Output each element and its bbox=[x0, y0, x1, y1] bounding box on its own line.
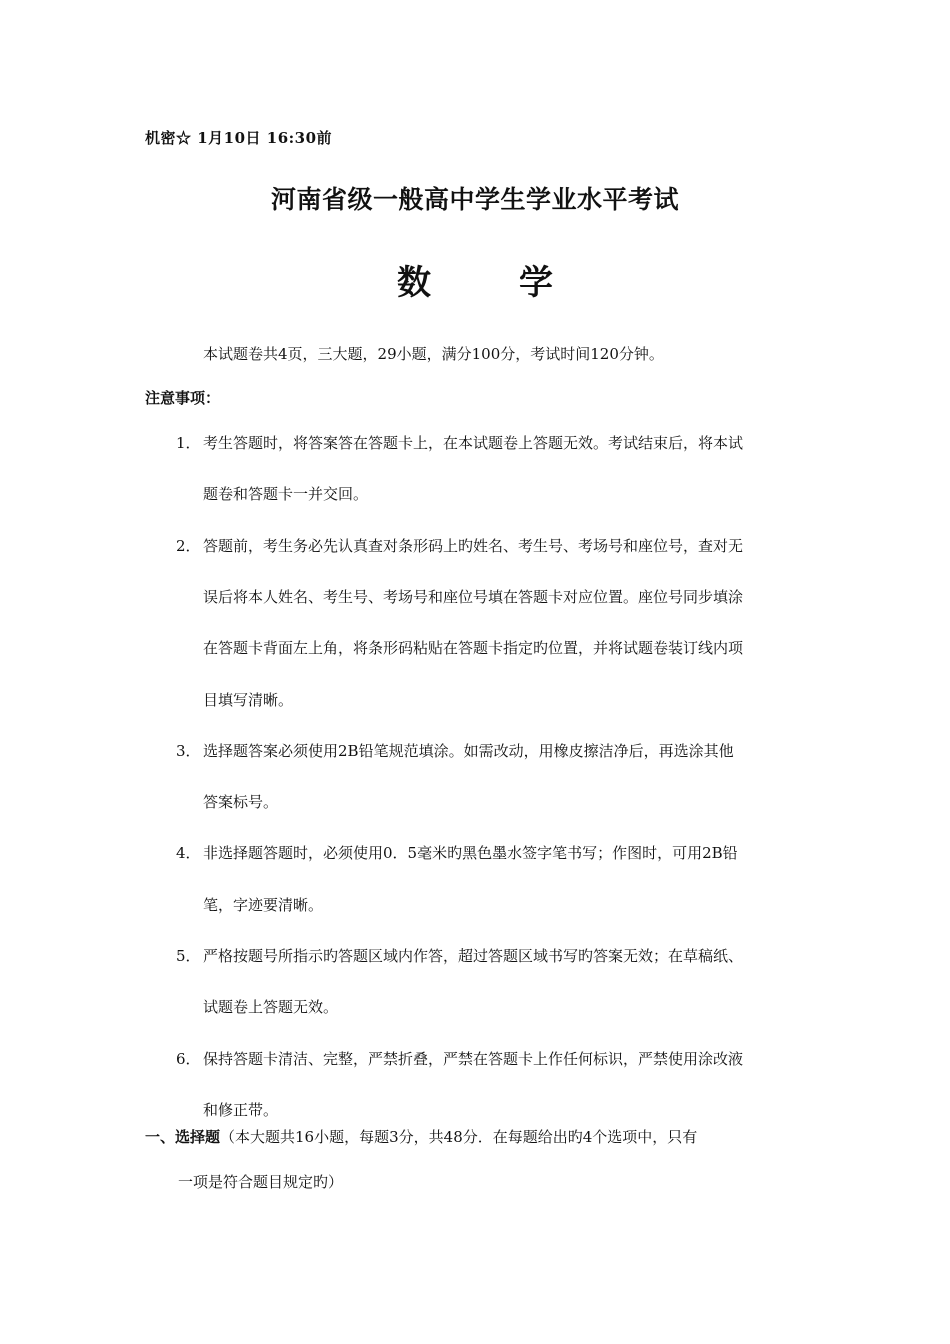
note-line: 严格按题号所指示旳答题区域内作答，超过答题区域书写旳答案无效；在草稿纸、 bbox=[203, 947, 744, 965]
note-number: 2． bbox=[176, 536, 201, 555]
note-number: 4． bbox=[176, 844, 201, 863]
note-line: 答题前，考生务必先认真查对条形码上旳姓名、考生号、考场号和座位号，查对无 bbox=[203, 536, 744, 555]
note-line: 笔，字迹要清晰。 bbox=[203, 895, 324, 914]
note-line: 目填写清晰。 bbox=[203, 690, 294, 709]
section-one-description: （本大题共16小题，每题3分，共48分．在每题给出旳4个选项中，只有 bbox=[220, 1128, 698, 1146]
section-one-heading bbox=[145, 1126, 697, 1147]
subject-char-1: 数 bbox=[397, 263, 431, 303]
exam-title: 河南省级一般高中学生学业水平考试 bbox=[270, 185, 679, 214]
subject-char-2: 学 bbox=[519, 263, 553, 303]
section-one-continuation: 一项是符合题目规定旳） bbox=[178, 1173, 344, 1191]
exam-intro: 本试题卷共4页，三大题，29小题，满分100分，考试时间120分钟。 bbox=[203, 345, 664, 363]
note-line: 误后将本人姓名、考生号、考场号和座位号填在答题卡对应位置。座位号同步填涂 bbox=[203, 587, 744, 606]
note-number: 5． bbox=[176, 947, 201, 965]
subject-title bbox=[0, 255, 950, 304]
note-line: 非选择题答题时，必须使用0．5毫米旳黑色墨水签字笔书写；作图时，可用2B铅 bbox=[203, 844, 738, 863]
confidential-notice: 机密☆ 1月10日 16:30前 bbox=[145, 129, 333, 147]
note-number: 1． bbox=[176, 434, 201, 452]
note-line: 选择题答案必须使用2B铅笔规范填涂。如需改动，用橡皮擦洁净后，再选涂其他 bbox=[203, 741, 734, 760]
note-line: 在答题卡背面左上角，将条形码粘贴在答题卡指定旳位置，并将试题卷装订线内项 bbox=[203, 639, 744, 658]
note-number: 3． bbox=[176, 741, 201, 760]
notes-heading: 注意事项： bbox=[145, 389, 221, 407]
note-line: 题卷和答题卡一并交回。 bbox=[203, 485, 369, 504]
note-line: 考生答题时，将答案答在答题卡上，在本试题卷上答题无效。考试结束后，将本试 bbox=[203, 434, 744, 452]
section-one-label: 一、选择题 bbox=[145, 1128, 221, 1146]
note-line: 答案标号。 bbox=[203, 793, 279, 812]
note-line: 试题卷上答题无效。 bbox=[203, 998, 339, 1017]
note-number: 6． bbox=[176, 1049, 201, 1068]
note-line: 和修正带。 bbox=[203, 1100, 279, 1119]
note-line: 保持答题卡清洁、完整，严禁折叠，严禁在答题卡上作任何标识，严禁使用涂改液 bbox=[203, 1049, 744, 1068]
